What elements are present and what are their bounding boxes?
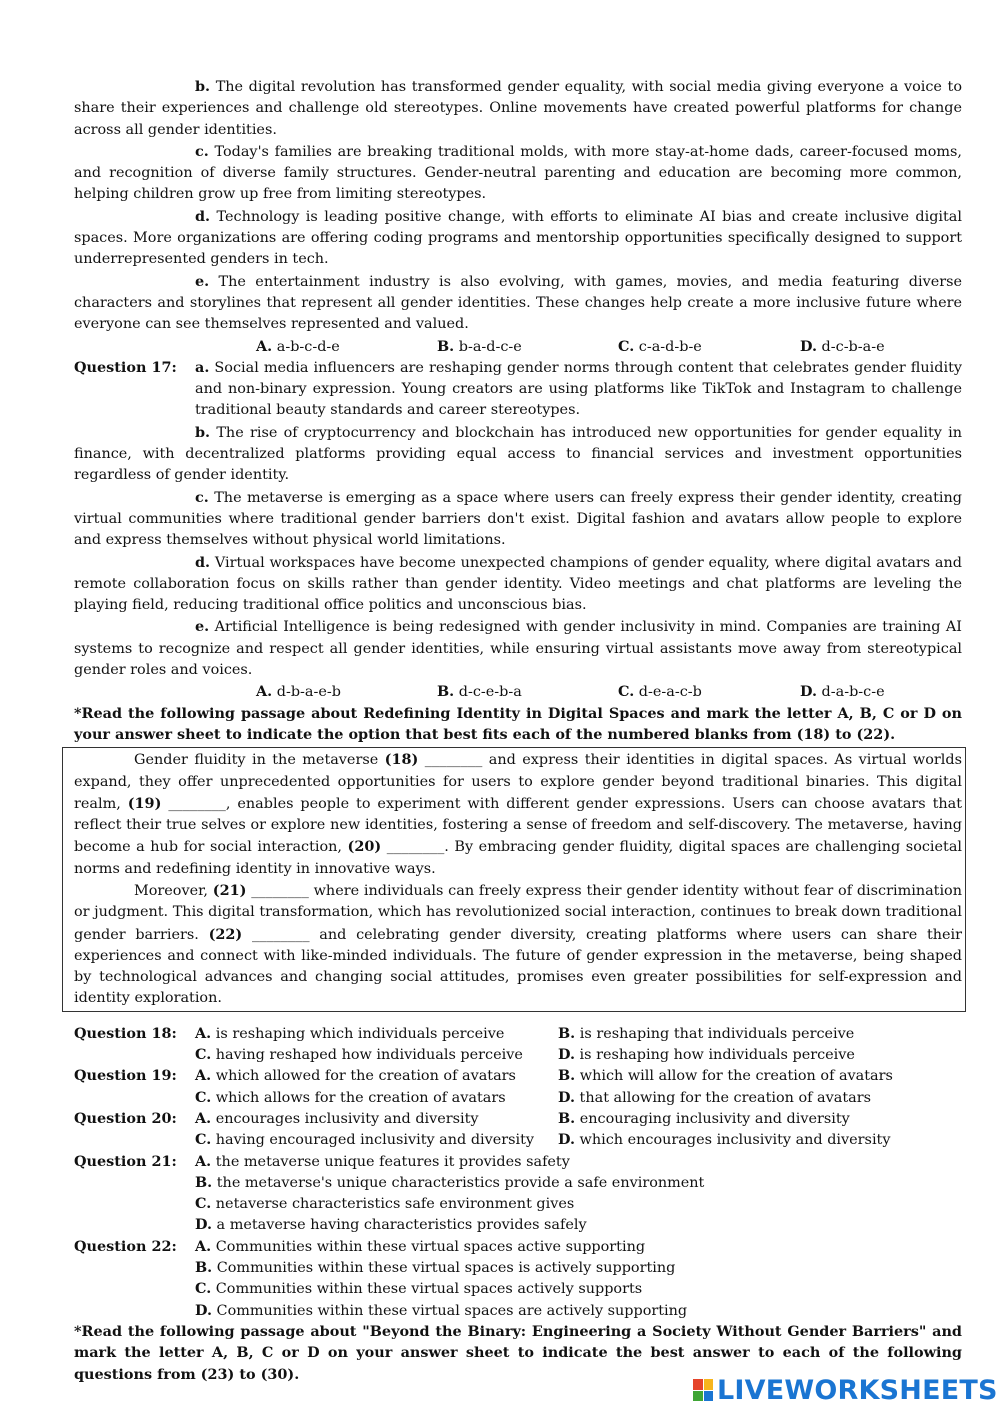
q22-option-d[interactable]: D. Communities within these virtual spaces are actively supporting [195,1301,688,1319]
q22-option-c[interactable]: C. Communities within these virtual spaces actively supports [195,1280,643,1298]
q22-row-3 [74,1278,962,1299]
passage-paragraph-2: Moreover, (21) ________ where individuals can freely express their gender identity without fear of discrimination or judgment. This digital transformation, which has revolutionized social interaction, continues to break down traditional gender barriers. (22) ________ and celebrating gender diversity, creating platforms where users can share their experiences and connect with like-minded individuals. The future of gender expression in the metaverse, being shaped by technological advances and changing social attitudes, promises even greater possibilities for self-expression and identity exploration. [74,881,962,1007]
q18-option-c[interactable]: C. having reshaped how individuals perceive [195,1046,523,1064]
q21-row-3 [74,1193,962,1214]
q18-label: Question 18: [74,1024,177,1042]
q17-item-c: c. The metaverse is emerging as a space where users can freely express their gender identity, creating virtual communities where traditional gender barriers don't exist. Digital fashion and avatars allow people to explore and express themselves without physical world limitations. [74,488,962,549]
q20-label: Question 20: [74,1109,177,1127]
q17-item-d: d. Virtual workspaces have become unexpected champions of gender equality, where digital avatars and remote collaboration focus on skills rather than gender identity. Video meetings and chat platforms are leveling the playing field, reducing traditional office politics and unconscious bias. [74,553,962,614]
q16-option-a[interactable]: A. a-b-c-d-e [256,337,340,355]
q20-row-2 [74,1129,962,1150]
q16-item-b: b. The digital revolution has transformed gender equality, with social media giving everyone a voice to share their experiences and challenge old stereotypes. Online movements have created powerful platforms for change across all gender identities. [74,78,962,138]
q20-option-a[interactable]: A. encourages inclusivity and diversity [195,1109,479,1127]
q18-option-a[interactable]: A. is reshaping which individuals perceive [195,1024,505,1042]
q19-option-b[interactable]: B. which will allow for the creation of avatars [558,1067,893,1085]
q19-option-c[interactable]: C. which allows for the creation of avatars [195,1088,506,1106]
q17-options [74,681,962,702]
worksheet-page [74,76,962,1385]
q22-row-4 [74,1300,962,1321]
q19-label: Question 19: [74,1067,177,1085]
liveworksheets-logo [693,1376,998,1404]
q19-row-2 [74,1087,962,1108]
q21-option-b[interactable]: B. the metaverse's unique characteristics provide a safe environment [195,1173,705,1191]
q16-option-c[interactable]: C. c-a-d-b-e [618,337,702,355]
passage-box [62,747,966,1012]
q20-row-1 [74,1108,962,1129]
q16-item-d: d. Technology is leading positive change, with efforts to eliminate AI bias and create inclusive digital spaces. More organizations are offering coding programs and mentorship opportunities specifically designed to support underrepresented genders in tech. [74,207,962,268]
q19-option-a[interactable]: A. which allowed for the creation of avatars [195,1067,516,1085]
instruction-cloze: *Read the following passage about Redefining Identity in Digital Spaces and mark the letter A, B, C or D on your answer sheet to indicate the option that best fits each of the numbered blanks from (18) to (22). [74,704,962,743]
q17-item-a: Question 17: a. Social media influencers are reshaping gender norms through content that celebrates gender fluidity and non-binary expression. Young creators are using platforms like TikTok and Instagram to challenge traditional beauty standards and career stereotypes. [74,357,962,422]
q19-option-d[interactable]: D. that allowing for the creation of avatars [558,1088,871,1106]
q18-option-b[interactable]: B. is reshaping that individuals perceive [558,1024,855,1042]
q16-option-b[interactable]: B. b-a-d-c-e [437,337,522,355]
q17-option-d[interactable]: D. d-a-b-c-e [800,683,885,701]
q16-item-c: c. Today's families are breaking traditional molds, with more stay-at-home dads, career-focused moms, and recognition of diverse family structures. Gender-neutral parenting and education are becoming more common, helping children grow up free from limiting stereotypes. [74,142,962,203]
q22-option-a[interactable]: A. Communities within these virtual spaces active supporting [195,1237,646,1255]
q21-option-a[interactable]: A. the metaverse unique features it provides safety [195,1152,570,1170]
q16-item-e: e. The entertainment industry is also evolving, with games, movies, and media featuring diverse characters and storylines that represent all gender identities. These changes help create a more inclusive future where everyone can see themselves represented and valued. [74,272,962,333]
q19-row-1 [74,1065,962,1086]
q18-row-2 [74,1044,962,1065]
liveworksheets-logo-icon [693,1379,713,1401]
logo-text: LIVEWORKSHEETS [717,1374,998,1406]
q17-option-c[interactable]: C. d-e-a-c-b [618,683,702,701]
passage-paragraph-1: Gender fluidity in the metaverse (18) ________ and express their identities in digital spaces. As virtual worlds expand, they offer unprecedented opportunities for users to explore gender beyond traditional binaries. This digital realm, (19) ________, enables people to experiment with different gender expressions. Users can choose avatars that reflect their true selves or explore new identities, fostering a sense of freedom and self-discovery. The metaverse, having become a hub for social interaction, (20) ________. By embracing gender fluidity, digital spaces are challenging societal norms and redefining identity in innovative ways. [74,751,963,877]
q17-option-a[interactable]: A. d-b-a-e-b [256,683,341,701]
q17-option-b[interactable]: B. d-c-e-b-a [437,683,522,701]
q20-option-b[interactable]: B. encouraging inclusivity and diversity [558,1109,850,1127]
q22-row-1 [74,1236,962,1257]
q17-item-b: b. The rise of cryptocurrency and blockchain has introduced new opportunities for gender equality in finance, with decentralized platforms providing equal access to financial services and investment opportunities regardless of gender identity. [74,423,962,484]
instruction-reading: *Read the following passage about "Beyond the Binary: Engineering a Society Without Gender Barriers" and mark the letter A, B, C or D on your answer sheet to indicate the best answer to each of the following questions from (23) to (30). [74,1322,962,1383]
q18-option-d[interactable]: D. is reshaping how individuals perceive [558,1046,855,1064]
q21-option-c[interactable]: C. netaverse characteristics safe environment gives [195,1195,575,1213]
q16-option-d[interactable]: D. d-c-b-a-e [800,337,885,355]
q21-row-4 [74,1214,962,1235]
q21-row-1 [74,1151,962,1172]
q20-option-c[interactable]: C. having encouraged inclusivity and diversity [195,1131,535,1149]
q21-label: Question 21: [74,1152,177,1170]
q17-label: Question 17: [74,358,177,376]
q17-item-e: e. Artificial Intelligence is being redesigned with gender inclusivity in mind. Companies are training AI systems to recognize and respect all gender identities, while ensuring virtual assistants move away from stereotypical gender roles and voices. [74,618,962,679]
q22-option-b[interactable]: B. Communities within these virtual spaces is actively supporting [195,1259,676,1277]
q18-row-1 [74,1023,962,1044]
q20-option-d[interactable]: D. which encourages inclusivity and diversity [558,1131,891,1149]
q21-option-d[interactable]: D. a metaverse having characteristics provides safely [195,1216,587,1234]
q22-row-2 [74,1257,962,1278]
q21-row-2 [74,1172,962,1193]
q22-label: Question 22: [74,1237,177,1255]
q16-options [74,336,962,357]
